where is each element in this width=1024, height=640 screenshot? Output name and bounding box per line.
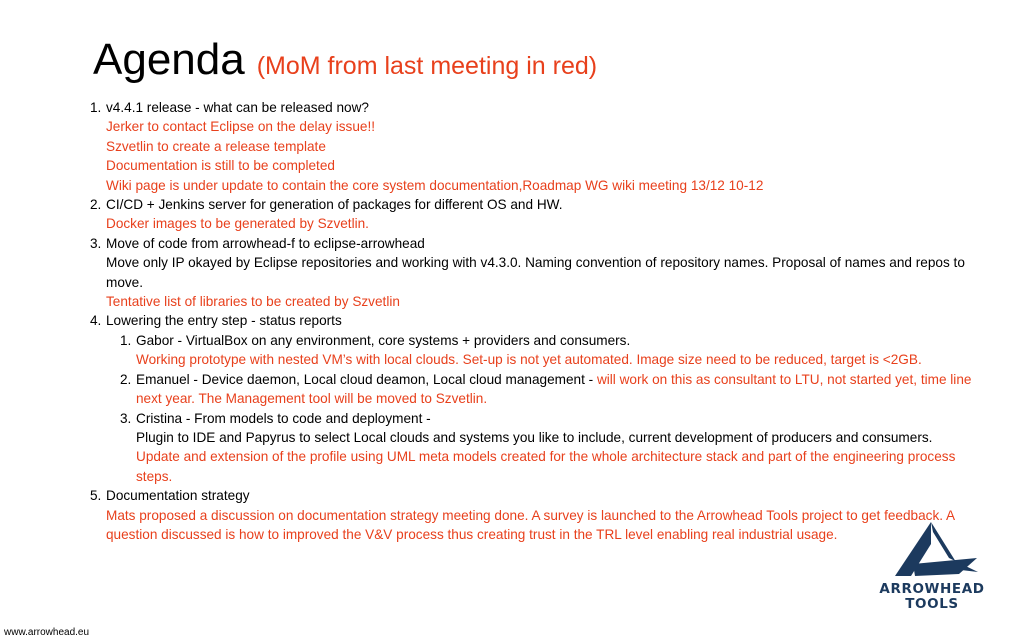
item-text: v4.4.1 release - what can be released now? [106,100,369,115]
item-text: CI/CD + Jenkins server for generation of packages for different OS and HW. [106,197,563,213]
minute-note: Wiki page is under update to contain the core system documentation,Roadmap WG wiki meeting 13/12 10-12 [106,177,764,193]
agenda-item-1 [90,98,980,195]
item-text: Lowering the entry step - status reports [106,313,342,329]
item-number: 2. [90,197,102,213]
item-detail: Move only IP okayed by Eclipse repositories and working with v4.3.0. Naming convention of repository names. Proposal of names and repos to move. [106,255,965,290]
sub-item-detail: Plugin to IDE and Papyrus to select Local clouds and systems you like to include, current development of producers and consumers. [136,429,933,445]
title-subtitle: (MoM from last meeting in red) [256,52,598,80]
sub-item-text: Gabor - VirtualBox on any environment, core systems + providers and consumers. [136,332,631,348]
minute-note: Tentative list of libraries to be created by Szvetlin [106,294,400,310]
sub-item-number: 1. [120,332,132,348]
minute-note: Jerker to contact Eclipse on the delay issue!! [106,119,375,135]
item-number: 4. [90,313,102,329]
agenda-item-2 [90,195,980,234]
sub-item-text: Emanuel - Device daemon, Local cloud deamon, Local cloud management - [136,371,597,387]
item-number: 5. [90,488,102,504]
footer-url[interactable]: www.arrowhead.eu [4,627,90,638]
logo-text-arrowhead: ARROWHEAD [879,581,985,597]
minute-note: Working prototype with nested VM’s with local clouds. Set-up is not yet automated. Image size need to be reduced, target is <2GB. [136,352,922,368]
minute-note: Szvetlin to create a release template [106,138,326,154]
minute-note: Docker images to be generated by Szvetlin. [106,216,369,232]
minute-note: Mats proposed a discussion on documentation strategy meeting done. A survey is launched to the Arrowhead Tools project to get feedback. A question discussed is how to improved the V&V process thus creating trust in the TRL level enabling real industrial usage. [106,507,955,542]
item-number: 3. [90,235,102,251]
arrowhead-logo-icon [885,518,979,582]
sub-item-number: 3. [120,410,132,426]
minute-note: Documentation is still to be completed [106,158,335,174]
item-text: Documentation strategy [106,488,250,504]
item-text: Move of code from arrowhead-f to eclipse-arrowhead [106,235,425,251]
status-report-1 [120,331,980,370]
logo-text-tools: TOOLS [905,596,959,612]
sub-item-text: Cristina - From models to code and deployment - [136,410,431,426]
status-report-2 [120,370,980,409]
agenda-item-4 [90,311,980,486]
page-title [93,35,598,84]
title-main: Agenda [93,35,245,84]
agenda-item-5 [90,486,980,544]
arrowhead-tools-logo [870,518,994,618]
agenda-list [90,98,980,544]
sub-item-number: 2. [120,371,132,387]
agenda-item-3 [90,234,980,312]
item-number: 1. [90,100,102,115]
minute-note: will work on this as consultant to LTU, not started yet, time line next year. The Management tool will be moved to Szvetlin. [136,371,972,407]
minute-note: Update and extension of the profile using UML meta models created for the whole architecture stack and part of the engineering process steps. [136,449,956,484]
status-report-3 [120,409,980,487]
